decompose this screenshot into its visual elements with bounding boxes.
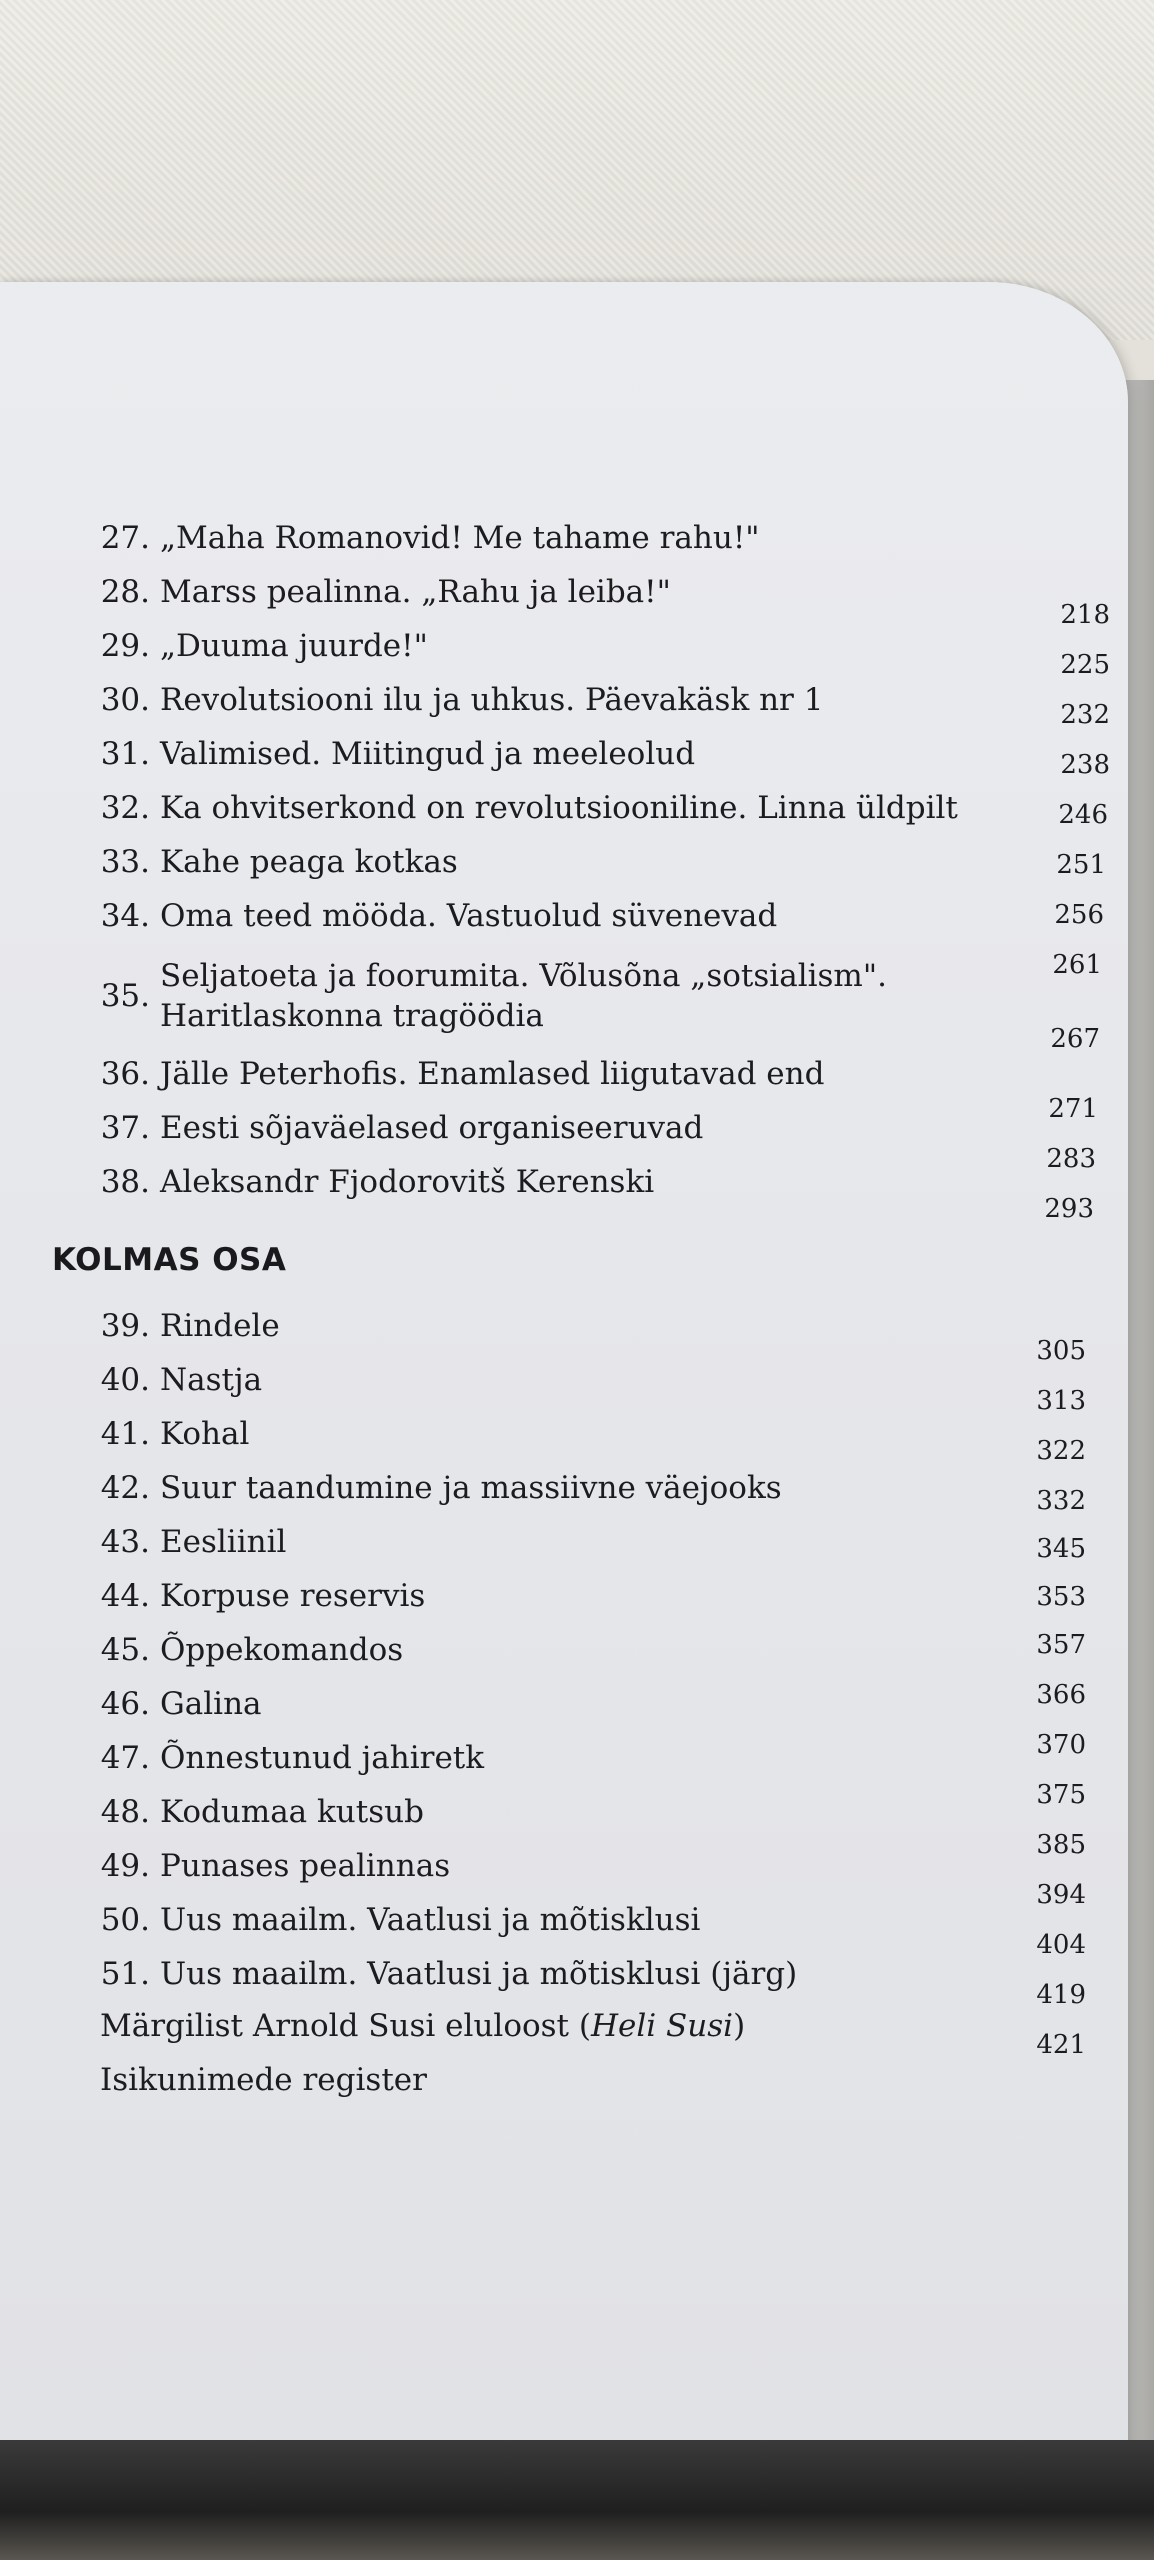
entry-title: [160, 956, 887, 1036]
entry-page-number: 419: [1036, 1980, 1086, 2010]
entry-title: Uus maailm. Vaatlusi ja mõtisklusi (järg): [160, 1956, 798, 1992]
entry-page-number: 366: [1036, 1680, 1086, 1710]
toc-entry-39[interactable]: [0, 1306, 1128, 1356]
entry-number: 49.: [100, 1848, 150, 1884]
entry-title: „Maha Romanovid! Me tahame rahu!": [160, 520, 760, 556]
toc-entry-45[interactable]: [0, 1630, 1128, 1680]
entry-page-number: 404: [1036, 1930, 1086, 1960]
entry-title-line1: Seljatoeta ja foorumita. Võlusõna „sotsialism".: [160, 958, 887, 994]
entry-number: 43.: [100, 1524, 150, 1560]
entry-page-number: 238: [1060, 750, 1110, 780]
entry-page-number: 261: [1052, 950, 1102, 980]
entry-number: 31.: [100, 736, 150, 772]
entry-number: 29.: [100, 628, 150, 664]
toc-entry-36[interactable]: [0, 1054, 1128, 1104]
entry-title: Nastja: [160, 1362, 263, 1398]
entry-number: 36.: [100, 1056, 150, 1092]
entry-title: Korpuse reservis: [160, 1578, 426, 1614]
entry-page-number: 385: [1036, 1830, 1086, 1860]
entry-page-number: 375: [1036, 1780, 1086, 1810]
entry-title: Revolutsiooni ilu ja uhkus. Päevakäsk nr 1: [160, 682, 824, 718]
entry-title-author: Heli Susi: [590, 2008, 734, 2044]
toc-entry-29[interactable]: [0, 626, 1128, 676]
entry-title: Valimised. Miitingud ja meeleolud: [160, 736, 696, 772]
entry-number: 44.: [100, 1578, 150, 1614]
toc-entry-50[interactable]: [0, 1900, 1128, 1950]
entry-number: 27.: [100, 520, 150, 556]
entry-number: 40.: [100, 1362, 150, 1398]
toc-entry-48[interactable]: [0, 1792, 1128, 1842]
entry-page-number: 421: [1036, 2030, 1086, 2060]
entry-title-line2: Haritlaskonna tragöödia: [160, 998, 544, 1034]
entry-page-number: 293: [1044, 1194, 1094, 1224]
entry-title: Õnnestunud jahiretk: [160, 1740, 485, 1776]
entry-page-number: 353: [1036, 1582, 1086, 1612]
entry-title: Uus maailm. Vaatlusi ja mõtisklusi: [160, 1902, 701, 1938]
entry-number: 45.: [100, 1632, 150, 1668]
toc-entry-43[interactable]: [0, 1522, 1128, 1572]
toc-entry-41[interactable]: [0, 1414, 1128, 1464]
entry-number: 48.: [100, 1794, 150, 1830]
entry-number: 34.: [100, 898, 150, 934]
entry-number: 41.: [100, 1416, 150, 1452]
entry-title: Punases pealinnas: [160, 1848, 451, 1884]
entry-title: Kahe peaga kotkas: [160, 844, 458, 880]
toc-entry-51[interactable]: [0, 1954, 1128, 2004]
toc-entry-40[interactable]: [0, 1360, 1128, 1410]
entry-title-prefix: Märgilist Arnold Susi eluloost (: [100, 2008, 591, 2044]
entry-page-number: 313: [1036, 1386, 1086, 1416]
toc-entry-34[interactable]: [0, 896, 1128, 946]
entry-title: „Duuma juurde!": [160, 628, 428, 664]
toc-entry-32[interactable]: [0, 788, 1128, 838]
entry-number: 39.: [100, 1308, 150, 1344]
toc-entry-37[interactable]: [0, 1108, 1128, 1158]
entry-page-number: 256: [1054, 900, 1104, 930]
entry-title: Rindele: [160, 1308, 280, 1344]
entry-title: Eesti sõjaväelased organiseeruvad: [160, 1110, 704, 1146]
toc-entry-31[interactable]: [0, 734, 1128, 784]
entry-page-number: 267: [1050, 1024, 1100, 1054]
toc-entry-33[interactable]: [0, 842, 1128, 892]
entry-page-number: 251: [1056, 850, 1106, 880]
toc-entry-biography[interactable]: [100, 2006, 745, 2046]
entry-title: Kohal: [160, 1416, 250, 1452]
entry-number: 28.: [100, 574, 150, 610]
entry-title: Ka ohvitserkond on revolutsiooniline. Linna üldpilt: [160, 790, 958, 826]
toc-entry-49[interactable]: [0, 1846, 1128, 1896]
entry-number: 38.: [100, 1164, 150, 1200]
entry-number: 51.: [100, 1956, 150, 1992]
entry-number: 50.: [100, 1902, 150, 1938]
toc-entry-46[interactable]: [0, 1684, 1128, 1734]
entry-page-number: 322: [1036, 1436, 1086, 1466]
entry-title: Õppekomandos: [160, 1632, 404, 1668]
toc-entry-35[interactable]: [0, 956, 1128, 1046]
entry-title: Isikunimede register: [100, 2062, 427, 2098]
entry-title: Suur taandumine ja massiivne väejooks: [160, 1470, 782, 1506]
table-surface-shadow: [0, 2440, 1154, 2560]
entry-number: 46.: [100, 1686, 150, 1722]
entry-page-number: 232: [1060, 700, 1110, 730]
entry-title: Marss pealinna. „Rahu ja leiba!": [160, 574, 671, 610]
entry-page-number: 345: [1036, 1534, 1086, 1564]
entry-title: Jälle Peterhofis. Enamlased liigutavad end: [160, 1056, 825, 1092]
entry-title: Oma teed mööda. Vastuolud süvenevad: [160, 898, 778, 934]
book-page: [0, 282, 1128, 2450]
entry-page-number: 357: [1036, 1630, 1086, 1660]
entry-page-number: 225: [1060, 650, 1110, 680]
toc-entry-27[interactable]: [0, 518, 1128, 568]
entry-number: 35.: [100, 978, 150, 1014]
toc-entry-name-index[interactable]: [100, 2060, 427, 2100]
toc-entry-30[interactable]: [0, 680, 1128, 730]
entry-number: 30.: [100, 682, 150, 718]
entry-page-number: 271: [1048, 1094, 1098, 1124]
entry-number: 47.: [100, 1740, 150, 1776]
toc-entry-42[interactable]: [0, 1468, 1128, 1518]
entry-page-number: 394: [1036, 1880, 1086, 1910]
entry-page-number: 332: [1036, 1486, 1086, 1516]
entry-title-suffix: ): [733, 2008, 746, 2044]
entry-page-number: 218: [1060, 600, 1110, 630]
entry-number: 42.: [100, 1470, 150, 1506]
entry-page-number: 283: [1046, 1144, 1096, 1174]
entry-page-number: 370: [1036, 1730, 1086, 1760]
entry-page-number: 305: [1036, 1336, 1086, 1366]
table-of-contents: [0, 282, 1128, 2450]
toc-entry-28[interactable]: [0, 572, 1128, 622]
entry-number: 33.: [100, 844, 150, 880]
toc-entry-38[interactable]: [0, 1162, 1128, 1212]
toc-entry-47[interactable]: [0, 1738, 1128, 1788]
entry-title: Kodumaa kutsub: [160, 1794, 424, 1830]
section-heading: KOLMAS OSA: [52, 1242, 287, 1278]
entry-title: Galina: [160, 1686, 262, 1722]
entry-title: Eesliinil: [160, 1524, 287, 1560]
entry-page-number: 246: [1058, 800, 1108, 830]
entry-number: 32.: [100, 790, 150, 826]
toc-entry-44[interactable]: [0, 1576, 1128, 1626]
entry-title: Aleksandr Fjodorovitš Kerenski: [160, 1164, 655, 1200]
entry-number: 37.: [100, 1110, 150, 1146]
